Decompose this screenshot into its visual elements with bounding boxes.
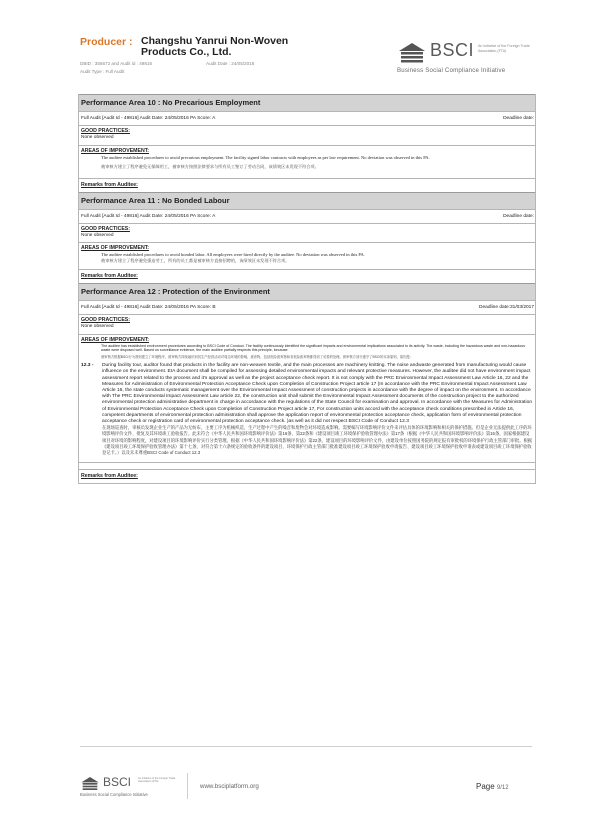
bsci-emblem-icon bbox=[80, 775, 100, 791]
good-practices-text: None observed bbox=[81, 324, 114, 329]
good-practices-heading: GOOD PRACTICES: bbox=[81, 225, 130, 232]
pa11-good-practices bbox=[79, 223, 535, 243]
pa11-remarks: Remarks from Auditee: bbox=[79, 269, 535, 283]
pa12-audit-line bbox=[79, 300, 535, 314]
finding-text-cn: 在现场巡查时，审核员发现企业生产的产品为无纺布，主要工序为机械织造，生产过程中产生的噪音和废物会对环境造成影响。需要编写环境影响评价文件来评估具体的环境影响和相关的保护措施。但是企业无法提供此工序的环境影响评价文件、批复及其环境竣工验收报告。此未符合《中华人民共和国环境影响评价法》第16条、第22条和《建设项目竣工环境保护验收管理办法》第17条（根据《中华人民共和国环境影响评价法》第16条，国家根据建设项目对环境的影响程度，对建设项目的环境影响评价实行分类管理。根据《中华人民共和国环境影响评价法》第22条，建设项目的环境影响评价文件，由建设单位按照国务院的规定报有审批权的环境保护行政主管部门审批。根据《建设项目竣工环境保护验收管理办法》第十七条，对符合第十六条规定的验收条件的建设项目，环境保护行政主管部门批准建设项目竣工环境保护验收申请报告、建设项目竣工环境保护验收申请表或建设项目竣工环境保护验收登记卡。）以及未未尊重BSCI Code of Conduct 12.3 bbox=[102, 425, 533, 456]
report-header bbox=[80, 36, 532, 86]
good-practices-heading: GOOD PRACTICES: bbox=[81, 317, 130, 323]
good-practices-text: None observed bbox=[81, 135, 114, 140]
footer-bsci-logo bbox=[80, 775, 190, 799]
footer-separator bbox=[187, 773, 188, 799]
improvement-text-cn: 被审核方建立了程序避免无保障用工，被审核方按照法律要求与所有员工签订了劳动合同，该绩效区未发现不符合项。 bbox=[101, 163, 319, 169]
producer-name: Changshu Yanrui Non-Woven Products Co., Ltd. bbox=[141, 35, 289, 58]
audit-line-text: Full Audit [Audit Id - 49816] Audit Date: 24/05/2016 PA Score: A bbox=[81, 116, 216, 121]
pa12-title: Performance Area 12 : Protection of the Environment bbox=[79, 283, 535, 300]
audit-type: Audit Type : Full Audit bbox=[80, 69, 125, 74]
section-divider bbox=[79, 462, 535, 469]
footer-website-link[interactable]: www.bsciplatform.org bbox=[200, 783, 259, 790]
finding-12-3 bbox=[81, 363, 533, 456]
footer-logo-text: BSCI bbox=[103, 775, 132, 789]
bsci-tagline: Business Social Compliance Initiative bbox=[397, 67, 506, 74]
footer-tagline: Business Social Compliance Initiative bbox=[80, 792, 148, 797]
finding-text-en: During facility tour, auditor found that products in the facility are non-weaven textile, and the main processes are machinery knitting. The noise andwaste generated from manufacturing would cause influence on the environment. EIA document shall be compiled for assessing detailed environmental impacts and relevant protective measures. However, the auditee did not have environment impact assessment report related to the process and it's approval as well as the project acceptance check report. It is not comply with the PRC Environmental Impact Assessment Law Article 16, 22 and the Measures for Administration of Environmental Protection Acceptance Check upon Completion of Construction Project article 17 (In accordance with the PRC Environmental Impact Assessment Law Article 16, the state conducts systematic management over the Environmental Impact Assessment of construction projects in accordance with the degree of impact on the environment. In accordance with The PRC Environmental Impact Assessment Law article 22, the construction unit shall submit the Environmental Impact Assessment documents of the construction project to the authorized environmental protection administrative department in charge in accordance with the regulations of the State Council for examination and approval. In accordance with the Measures for Administration of Environmental Protection Acceptance Check upon Completion of Construction Project article 17, For construction units accord with the acceptance check conditions prescribed in Article 16, competent departments of environmental protection administration shall approve the application report of environmental protection acceptance check, application form of environmental protection acceptance check or registration card of environmental protection acceptance check. )as well as it did not respect BSCI Code of Conduct 12.3 bbox=[102, 363, 533, 425]
improvement-text-en: The auditee established procedures to avoid precarious employment. The facility signed labor contracts with employees as per law requirement. No deviation was observed in this PA. bbox=[101, 154, 430, 160]
bsci-logo bbox=[397, 40, 532, 86]
page-number bbox=[476, 782, 509, 791]
pa10-good-practices bbox=[79, 125, 535, 145]
pa12-remarks: Remarks from Auditee: bbox=[79, 469, 535, 483]
finding-number: 12.3 - bbox=[81, 363, 94, 369]
audit-line-text: Full Audit [Audit Id - 49816] Audit Date: 24/05/2016 PA Score: B bbox=[81, 305, 216, 310]
improvement-text-en: The auditee has established environment procedures according to BSCI Code of Conduct. The facility continuously identified the significant impacts and environmental implications associated to its activity. The waste, including the hazardous waste and non-hazardous waste were disposed well. Based on surveillance evidence, the main auditee partially respects this principle, because: bbox=[101, 343, 526, 353]
good-practices-text: None observed bbox=[81, 232, 114, 238]
producer-label: Producer : bbox=[80, 36, 133, 48]
pa10-audit-line bbox=[79, 111, 535, 125]
footer-divider bbox=[80, 746, 532, 747]
improvement-text-cn: 被审核方建立了程序避免强迫劳工，所有的员工都是被审核方直接招聘的，该绩效区未发现不符合项。 bbox=[101, 258, 290, 263]
bsci-logo-text: BSCI bbox=[430, 40, 475, 60]
improvement-heading: AREAS OF IMPROVEMENT: bbox=[81, 147, 150, 154]
pa12-good-practices bbox=[79, 314, 535, 334]
improvement-heading: AREAS OF IMPROVEMENT: bbox=[81, 245, 150, 251]
bsci-emblem-icon bbox=[397, 40, 427, 64]
improvement-text-en: The auditee established procedures to avoid bonded labor. All employees were hired directly by the auditee. No deviation was observed in this PA. bbox=[101, 252, 365, 257]
deadline-date: Deadline date: bbox=[503, 213, 534, 219]
pa10-title: Performance Area 10 : No Precarious Employment bbox=[79, 94, 535, 111]
page-current: 9 bbox=[496, 785, 501, 791]
pa10-remarks: Remarks from Auditee: bbox=[79, 178, 535, 192]
pa10-improvement bbox=[79, 145, 535, 178]
dbid-line: DBID : 356672 and Audit id : 49816 bbox=[80, 61, 153, 66]
pa11-title: Performance Area 11 : No Bonded Labour bbox=[79, 192, 535, 209]
footer-logo-subtext: An initiative of the Foreign Trade Association (FTA) bbox=[138, 777, 176, 784]
audit-line-text: Full Audit [Audit Id - 49816] Audit Date: 24/05/2016 PA Score: A bbox=[81, 213, 216, 219]
deadline-date: Deadline date:31/03/2017 bbox=[479, 305, 534, 310]
bsci-logo-subtext: An initiative of the Foreign Trade Association (FTA) bbox=[478, 44, 530, 53]
deadline-date: Deadline date: bbox=[503, 116, 534, 121]
improvement-text-cn: 被审核方根据BSCI行为准则建立了环境程序，被审核方持续地识别其生产经营活动对周边环境的影响，废弃物，包括危险废弃物和非危险废弃物都得到了妥善的处理。被审核方部分遵守了BSCI的本条原则，原因是： bbox=[101, 354, 414, 359]
improvement-heading: AREAS OF IMPROVEMENT: bbox=[81, 336, 150, 343]
pa11-audit-line bbox=[79, 209, 535, 223]
report-content bbox=[78, 94, 536, 484]
pa11-improvement bbox=[79, 242, 535, 269]
good-practices-heading: GOOD PRACTICES: bbox=[81, 128, 130, 134]
audit-date: Audit Date : 24/05/2016 bbox=[206, 61, 255, 66]
page-total: /12 bbox=[500, 785, 509, 791]
pa12-improvement bbox=[79, 334, 535, 463]
page-label: Page bbox=[476, 782, 495, 791]
